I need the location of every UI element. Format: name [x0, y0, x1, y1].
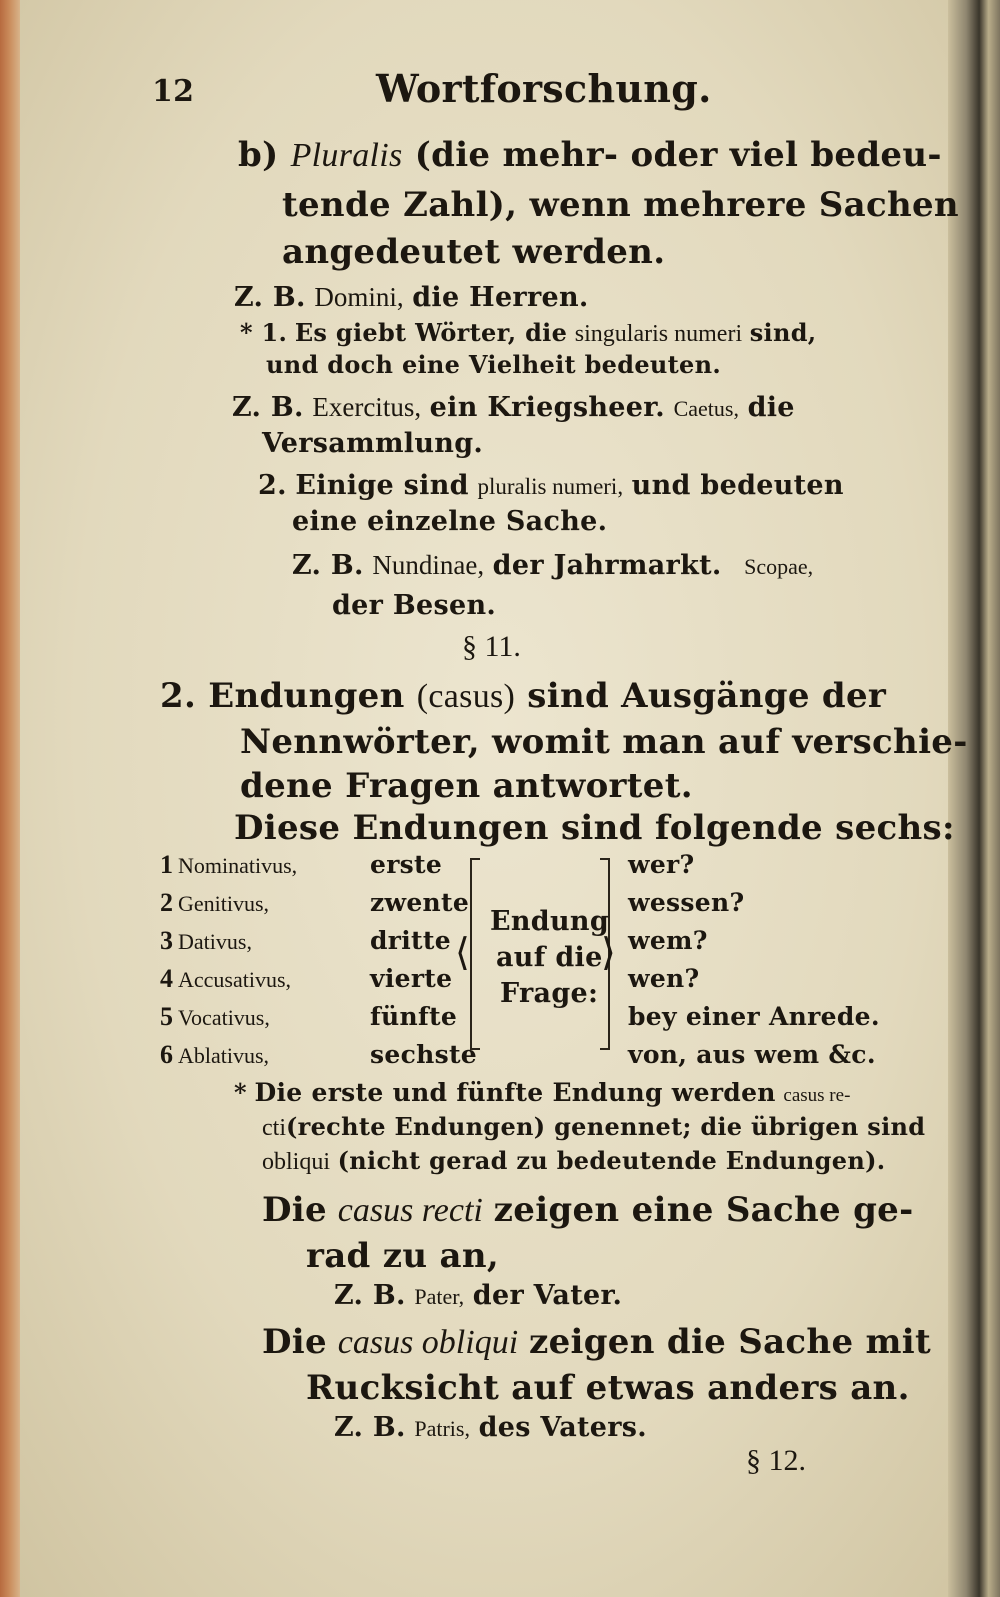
example-3-line1 [292, 550, 813, 581]
case-number: 1 [160, 850, 173, 879]
example-2-line2: Versammlung. [262, 428, 484, 459]
obliqui-term: casus obliqui [337, 1324, 519, 1361]
recti-example [334, 1280, 622, 1311]
case-number: 3 [160, 926, 173, 955]
example-2-prefix: Z. B. [232, 392, 304, 423]
plural-definition-line3: angedeutet werden. [282, 232, 666, 272]
case-number: 2 [160, 888, 173, 917]
page-edge-left [0, 0, 20, 1597]
plural-def-1: (die mehr- oder viel bedeu- [414, 135, 942, 175]
case-ordinal: sechste [370, 1040, 478, 1069]
example-2-german-1: ein Kriegsheer. [429, 392, 665, 423]
casus-note-latin-2: cti [262, 1115, 286, 1141]
case-number: 4 [160, 964, 173, 993]
case-ordinal: dritte [370, 926, 451, 955]
example-1-german: die Herren. [412, 282, 589, 313]
example-1-prefix: Z. B. [234, 282, 306, 313]
obliqui-line2: Rucksicht auf etwas anders an. [306, 1368, 910, 1408]
brace-label-line3: Frage: [500, 978, 599, 1009]
example-3-german-1: der Jahrmarkt. [492, 550, 722, 581]
case-question: wem? [628, 926, 708, 955]
case-latin-name: Vocativus, [178, 1005, 270, 1030]
catchword: § 12. [746, 1444, 806, 1477]
term-endungen: Endungen [208, 676, 405, 716]
case-question: bey einer Anrede. [628, 1002, 880, 1031]
obliqui-example-prefix: Z. B. [334, 1412, 406, 1443]
plural-definition-line1 [238, 135, 942, 175]
obliqui-text-a: Die [262, 1322, 327, 1362]
section-11-text: sind Ausgänge der [527, 676, 887, 716]
brace-label-line2: auf die [496, 942, 603, 973]
example-2-line1 [232, 392, 795, 423]
section-11-line3: dene Fragen antwortet. [240, 766, 693, 806]
running-title: Wortforschung. [376, 66, 712, 111]
note-2-marker: 2. [258, 470, 287, 501]
case-question: wessen? [628, 888, 745, 917]
obliqui-example [334, 1412, 647, 1443]
example-3-line2: der Besen. [332, 590, 497, 621]
page-edge-right [948, 0, 1000, 1597]
casus-note-latin-3: obliqui [262, 1149, 331, 1175]
obliqui-text-b: zeigen die Sache mit [528, 1322, 932, 1362]
right-brace-point: ⟩ [601, 930, 616, 974]
example-3-prefix: Z. B. [292, 550, 364, 581]
casus-note-text-2: (rechte Endungen) genennet; die übrigen sind [286, 1112, 926, 1141]
case-ordinal: zwente [370, 888, 470, 917]
casus-note-line1 [234, 1078, 850, 1107]
case-number: 5 [160, 1002, 173, 1031]
brace-label-line1: Endung [490, 906, 610, 937]
note-1-line1 [240, 318, 816, 348]
casus-note-line2 [262, 1112, 925, 1142]
note-2-text-b: und bedeuten [631, 470, 844, 501]
left-brace-point: ⟨ [455, 930, 470, 974]
case-ordinal: erste [370, 850, 443, 879]
note-2-line1 [258, 470, 844, 501]
recti-line1 [262, 1190, 914, 1230]
case-latin-name: Ablativus, [178, 1043, 270, 1068]
note-1-latin: singularis numeri [574, 321, 743, 347]
casus-note-latin-1: casus re- [783, 1085, 851, 1106]
example-3-latin-1: Nundinae, [372, 550, 485, 580]
case-latin-name: Dativus, [178, 929, 252, 954]
example-1 [234, 282, 589, 313]
case-ordinal: vierte [370, 964, 453, 993]
plural-term: Pluralis [290, 137, 403, 174]
note-2-text-a: Einige sind [295, 470, 469, 501]
case-question: von, aus wem &c. [628, 1040, 876, 1069]
section-11-heading: § 11. [462, 630, 521, 663]
note-1-text-b: sind, [749, 318, 817, 347]
case-number: 6 [160, 1040, 173, 1069]
section-11-item-number: 2. [160, 676, 197, 716]
note-2-latin: pluralis numeri, [477, 474, 624, 499]
example-2-latin-1: Exercitus, [312, 392, 422, 422]
recti-text-b: zeigen eine Sache ge- [493, 1190, 914, 1230]
case-question: wer? [628, 850, 695, 879]
example-1-latin: Domini, [314, 282, 404, 312]
obliqui-example-german: des Vaters. [478, 1412, 647, 1443]
page-number: 12 [152, 74, 195, 109]
recti-example-latin: Pater, [414, 1284, 465, 1309]
example-2-german-2: die [747, 392, 795, 423]
note-1-text-a: Es giebt Wörter, die [294, 318, 568, 347]
obliqui-example-latin: Patris, [414, 1416, 470, 1441]
section-11-line1 [160, 676, 886, 716]
plural-definition-line2: tende Zahl), wenn mehrere Sachen [282, 185, 959, 225]
obliqui-line1 [262, 1322, 931, 1362]
example-3-latin-2: Scopae, [744, 554, 814, 579]
recti-example-prefix: Z. B. [334, 1280, 406, 1311]
section-11-line2: Nennwörter, womit man auf verschie- [240, 722, 968, 762]
recti-text-a: Die [262, 1190, 327, 1230]
recti-line2: rad zu an, [306, 1236, 500, 1276]
item-letter: b) [238, 135, 279, 175]
casus-note-text-1: Die erste und fünfte Endung werden [254, 1078, 776, 1107]
case-question: wen? [628, 964, 700, 993]
note-1-line2: und doch eine Vielheit bedeuten. [266, 350, 721, 379]
case-latin-name: Nominativus, [178, 853, 298, 878]
casus-note-text-3: (nicht gerad zu bedeutende Endungen). [337, 1146, 886, 1175]
case-latin-name: Genitivus, [178, 891, 270, 916]
note-1-marker: * 1. [240, 318, 288, 347]
recti-term: casus recti [337, 1192, 483, 1229]
casus-note-marker: * [234, 1078, 247, 1107]
note-2-line2: eine einzelne Sache. [292, 506, 608, 537]
case-latin-name: Accusativus, [178, 967, 292, 992]
left-bracket [470, 858, 480, 1050]
cases-intro: Diese Endungen sind folgende sechs: [234, 808, 955, 848]
example-2-latin-2: Caetus, [673, 396, 739, 421]
term-casus: (casus) [416, 678, 516, 715]
recti-example-german: der Vater. [472, 1280, 623, 1311]
casus-note-line3 [262, 1146, 885, 1176]
case-ordinal: fünfte [370, 1002, 458, 1031]
